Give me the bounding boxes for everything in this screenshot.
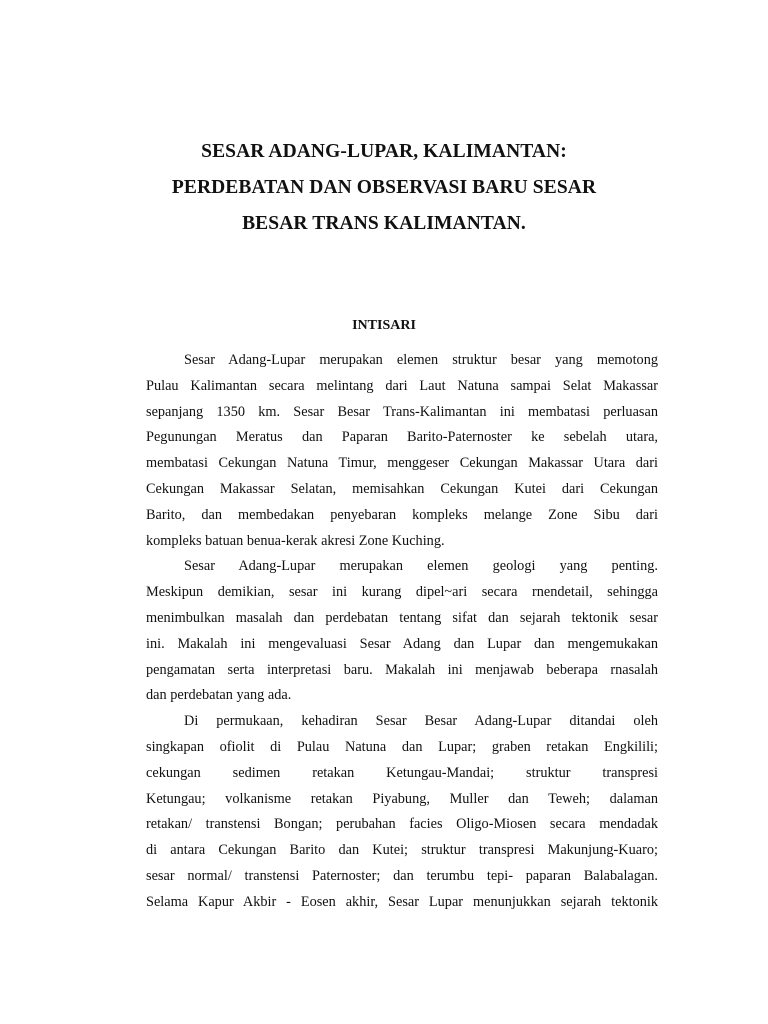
abstract-body [146,348,658,916]
title-line-1: SESAR ADANG-LUPAR, KALIMANTAN: [201,141,567,162]
paragraph-2-line: pengamatan serta interpretasi baru. Makalah ini menjawab beberapa rnasalah [146,661,658,678]
paragraph-3-line: Ketungau; volkanisme retakan Piyabung, Muller dan Teweh; dalaman [146,790,658,807]
document-title [110,134,658,242]
paragraph-1-line: sepanjang 1350 km. Sesar Besar Trans-Kalimantan ini membatasi perluasan [146,403,658,420]
title-line-3: BESAR TRANS KALIMANTAN. [242,213,526,234]
paragraph-1-line: membatasi Cekungan Natuna Timur, menggeser Cekungan Makassar Utara dari [146,455,658,472]
paragraph-1-line: Cekungan Makassar Selatan, memisahkan Cekungan Kutei dari Cekungan [146,480,658,497]
paragraph-3-line: singkapan ofiolit di Pulau Natuna dan Lupar; graben retakan Engkilili; [146,738,658,755]
paragraph-3-line: Selama Kapur Akbir - Eosen akhir, Sesar Lupar menunjukkan sejarah tektonik [146,893,658,910]
paragraph-1-line: Pulau Kalimantan secara melintang dari Laut Natuna sampai Selat Makassar [146,377,658,394]
paragraph-2-line: Meskipun demikian, sesar ini kurang dipel~ari secara rnendetail, sehingga [146,584,658,601]
title-line-2: PERDEBATAN DAN OBSERVASI BARU SESAR [171,177,597,198]
paragraph-2-line: dan perdebatan yang ada. [146,687,292,704]
paragraph-1-line: Sesar Adang-Lupar merupakan elemen struktur besar yang memotong [184,352,658,368]
paragraph-2-line: Sesar Adang-Lupar merupakan elemen geologi yang penting. [184,558,658,575]
paragraph-1-line: Pegunungan Meratus dan Paparan Barito-Paternoster ke sebelah utara, [146,429,658,446]
paragraph-1-line: kompleks batuan benua-kerak akresi Zone Kuching. [146,532,445,549]
paragraph-3-line: Di permukaan, kehadiran Sesar Besar Adang-Lupar ditandai oleh [184,713,658,730]
paragraph-3-line: retakan/ transtensi Bongan; perubahan facies Oligo-Miosen secara mendadak [146,816,658,833]
paragraph-2-line: menimbulkan masalah dan perdebatan tentang sifat dan sejarah tektonik sesar [146,609,658,626]
abstract-heading: INTISARI [352,318,416,333]
paragraph-2-line: ini. Makalah ini mengevaluasi Sesar Adang dan Lupar dan mengemukakan [146,635,658,652]
paragraph-1-line: Barito, dan membedakan penyebaran kompleks melange Zone Sibu dari [146,506,658,523]
paragraph-3-line: sesar normal/ transtensi Paternoster; dan terumbu tepi- paparan Balabalagan. [146,867,658,884]
paragraph-3-line: di antara Cekungan Barito dan Kutei; struktur transpresi Makunjung-Kuaro; [146,842,658,859]
paragraph-3-line: cekungan sedimen retakan Ketungau-Mandai; struktur transpresi [146,764,658,781]
